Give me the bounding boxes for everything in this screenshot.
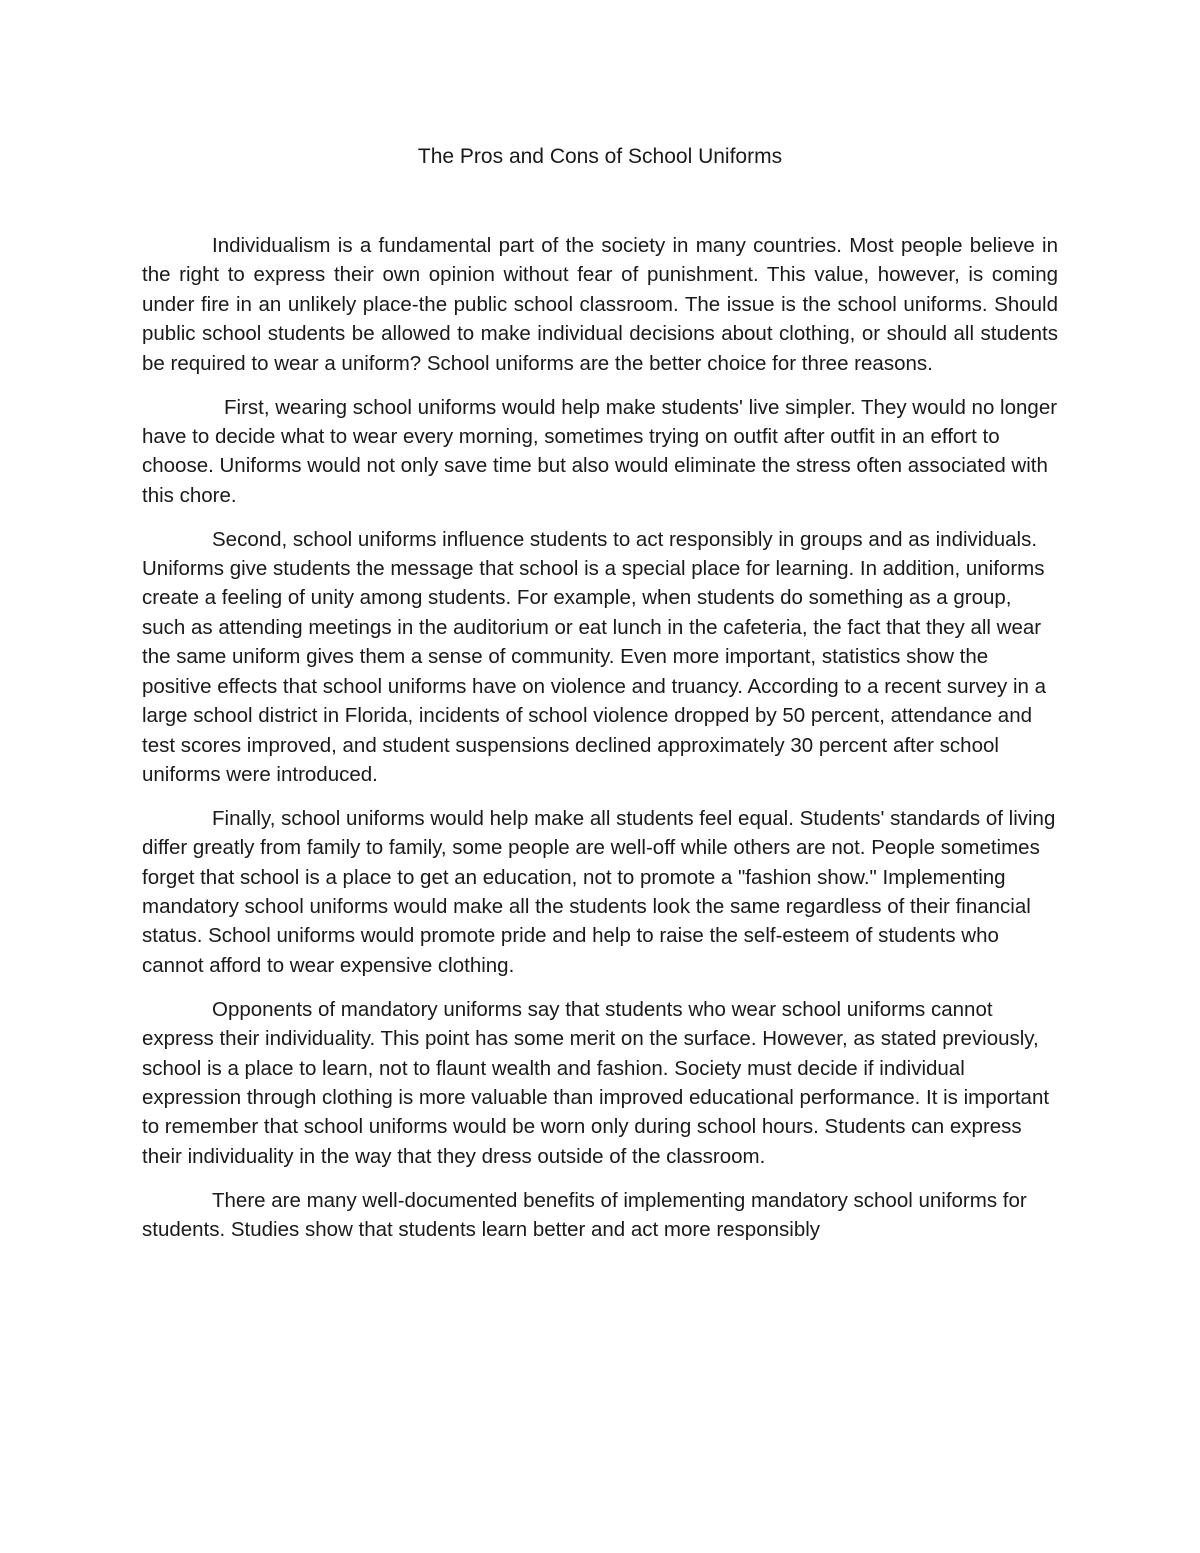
paragraph-counterargument: Opponents of mandatory uniforms say that students who wear school uniforms cannot express their individuality. This point has some merit on the surface. However, as stated previously, school is a place to learn, not to flaunt wealth and fashion. Society must decide if individual expression through clothing is more valuable than improved educational performance. It is important to remember that school uniforms would be worn only during school hours. Students can express their individuality in the way that they dress outside of the classroom. xyxy=(142,997,1050,1168)
paragraph-conclusion: There are many well-documented benefits of implementing mandatory school uniforms for students. Studies show that students learn better and act more responsibly xyxy=(142,1188,1027,1242)
document-title: The Pros and Cons of School Uniforms xyxy=(417,145,783,168)
paragraph-second-reason: Second, school uniforms influence students to act responsibly in groups and as individuals. Uniforms give students the message that school is a special place for learning. In addition, uniforms create a feeling of unity among students. For example, when students do something as a group, such as attending meetings in the auditorium or eat lunch in the cafeteria, the fact that they all wear the same uniform gives them a sense of community. Even more important, statistics show the positive effects that school uniforms have on violence and truancy. According to a recent survey in a large school district in Florida, incidents of school violence dropped by 50 percent, attendance and test scores improved, and student suspensions declined approximately 30 percent after school uniforms were introduced. xyxy=(142,527,1047,786)
paragraph-third-reason: Finally, school uniforms would help make all students feel equal. Students' standards of living differ greatly from family to family, some people are well-off while others are not. People sometimes forget that school is a place to get an education, not to promote a "fashion show." Implementing mandatory school uniforms would make all the students look the same regardless of their financial status. School uniforms would promote pride and help to raise the self-esteem of students who cannot afford to wear expensive clothing. xyxy=(142,806,1056,977)
document-body xyxy=(142,231,1058,1259)
paragraph-first-reason: First, wearing school uniforms would help make students' live simpler. They would no longer have to decide what to wear every morning, sometimes trying on outfit after outfit in an effort to choose. Uniforms would not only save time but also would eliminate the stress often associated with this chore. xyxy=(142,395,1058,507)
paragraph-intro: Individualism is a fundamental part of the society in many countries. Most people believe in the right to express their own opinion without fear of punishment. This value, however, is coming under fire in an unlikely place-the public school classroom. The issue is the school uniforms. Should public school students be allowed to make individual decisions about clothing, or should all students be required to wear a uniform? School uniforms are the better choice for three reasons. xyxy=(142,234,1058,375)
